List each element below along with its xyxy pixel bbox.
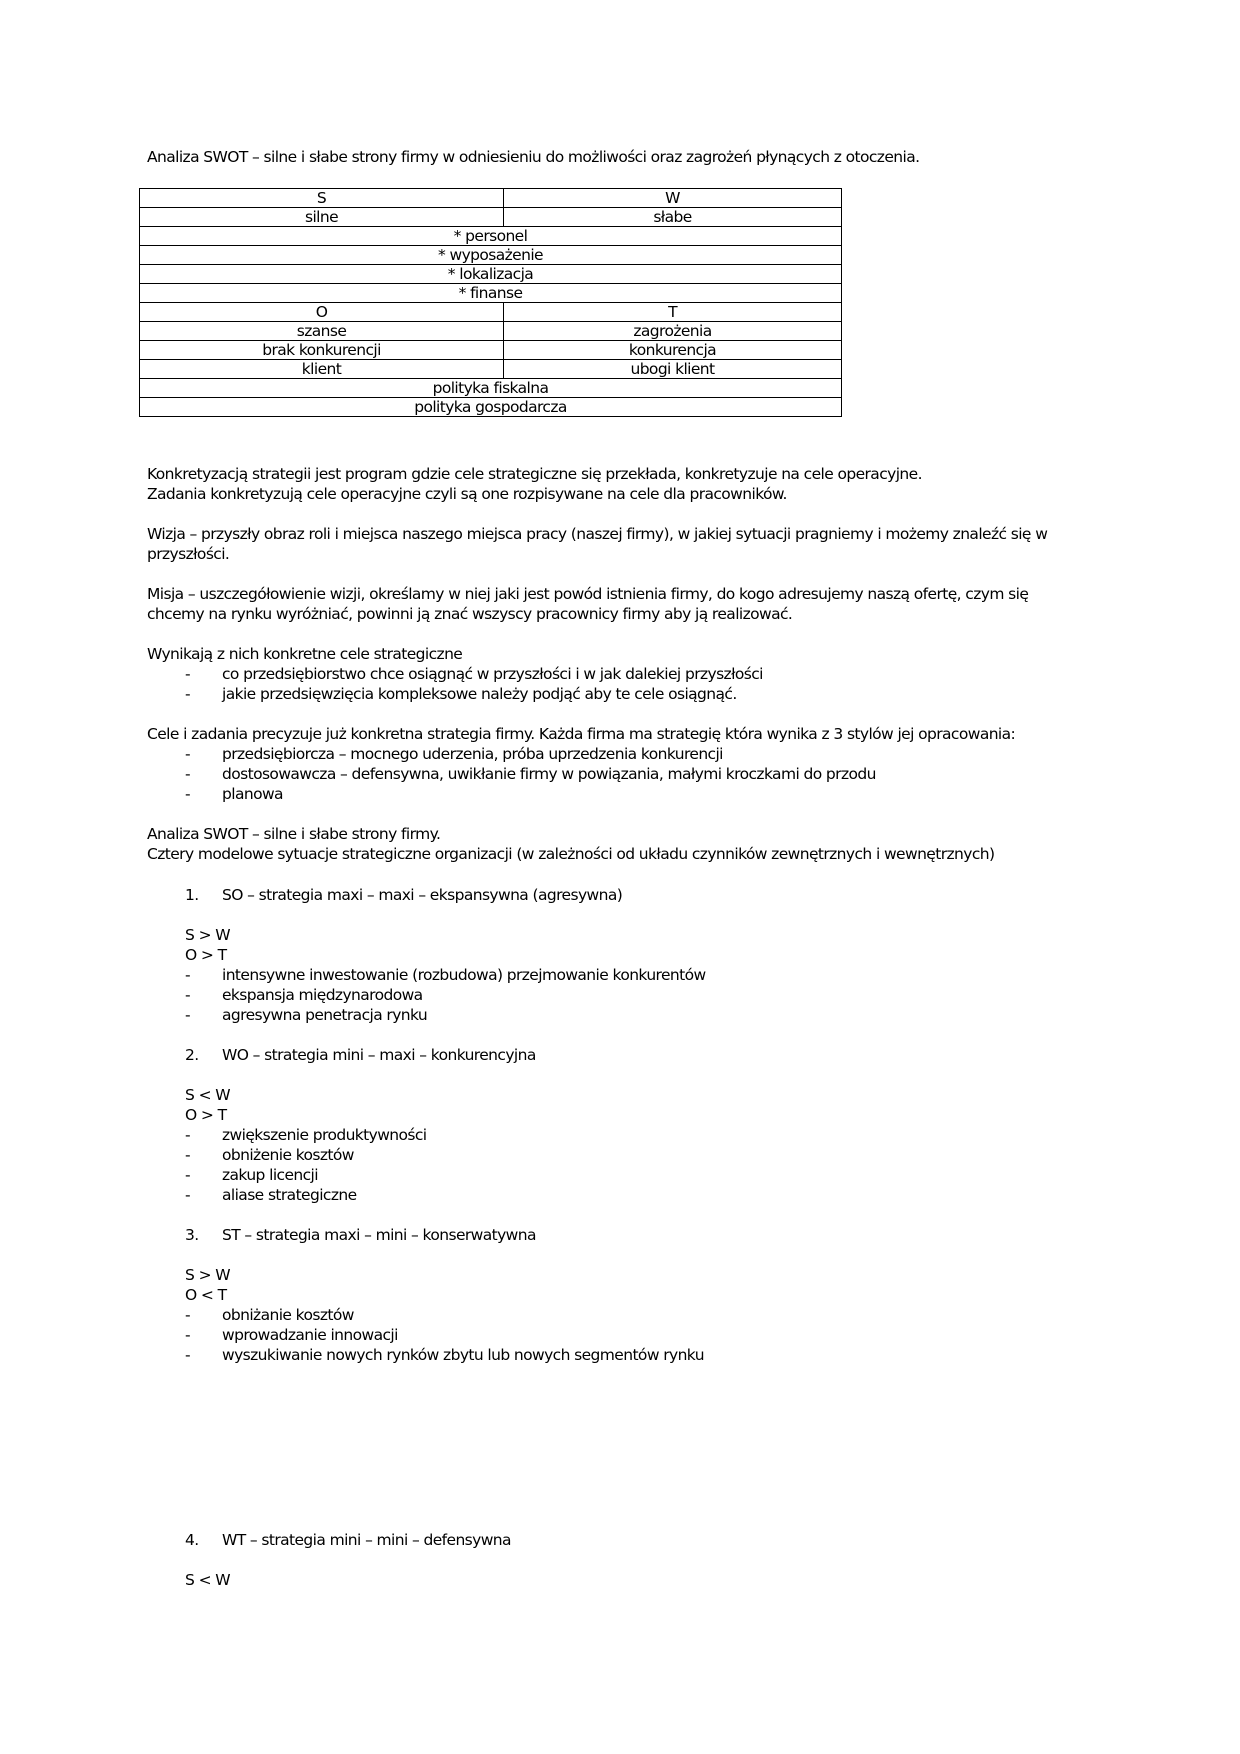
list-item: jakie przedsięwzięcia kompleksowe należy podjąć aby te cele osiągnąć.: [222, 685, 737, 703]
paragraph: Konkretyzacją strategii jest program gdzie cele strategiczne się przekłada, konkretyzuje na cele operacyjne.: [147, 465, 922, 483]
table-row: [140, 360, 842, 379]
list-item: dostosowawcza – defensywna, uwikłanie firmy w powiązania, małymi kroczkami do przodu: [222, 765, 876, 783]
table-cell: klient: [140, 360, 504, 379]
table-row: [140, 322, 842, 341]
paragraph-wizja: Wizja – przyszły obraz roli i miejsca naszego miejsca pracy (naszej firmy), w jakiej sytuacji pragniemy i możemy znaleźć się w przyszłości.: [147, 525, 1048, 563]
table-row: [140, 246, 842, 265]
table-row: [140, 265, 842, 284]
table-cell: * lokalizacja: [140, 265, 842, 284]
list-item: wyszukiwanie nowych rynków zbytu lub nowych segmentów rynku: [222, 1346, 704, 1364]
table-row: [140, 189, 842, 208]
table-cell: konkurencja: [504, 341, 842, 360]
list-dash: -: [185, 1146, 190, 1164]
table-cell: polityka fiskalna: [140, 379, 842, 398]
section-heading: WO – strategia mini – maxi – konkurencyjna: [222, 1046, 536, 1064]
table-row: [140, 303, 842, 322]
relation: S < W: [185, 1086, 231, 1104]
table-cell: silne: [140, 208, 504, 227]
relation: O > T: [185, 1106, 227, 1124]
intro-text: Analiza SWOT – silne i słabe strony firmy w odniesieniu do możliwości oraz zagrożeń płynących z otoczenia.: [147, 148, 920, 166]
list-dash: -: [185, 1126, 190, 1144]
list-item: planowa: [222, 785, 283, 803]
table-cell: * wyposażenie: [140, 246, 842, 265]
table-row: [140, 284, 842, 303]
list-dash: -: [185, 1346, 190, 1364]
table-row: [140, 341, 842, 360]
table-row: [140, 227, 842, 246]
table-cell: brak konkurencji: [140, 341, 504, 360]
paragraph: Cele i zadania precyzuje już konkretna strategia firmy. Każda firma ma strategię która wynika z 3 stylów jej opracowania:: [147, 725, 1016, 743]
list-item: agresywna penetracja rynku: [222, 1006, 428, 1024]
list-item: obniżenie kosztów: [222, 1146, 354, 1164]
table-row: [140, 398, 842, 417]
list-item: aliase strategiczne: [222, 1186, 357, 1204]
list-item: zwiększenie produktywności: [222, 1126, 427, 1144]
list-item: przedsiębiorcza – mocnego uderzenia, próba uprzedzenia konkurencji: [222, 745, 723, 763]
list-dash: -: [185, 966, 190, 984]
list-dash: -: [185, 1166, 190, 1184]
section-number: 1.: [185, 886, 199, 904]
table-cell: słabe: [504, 208, 842, 227]
list-item: wprowadzanie innowacji: [222, 1326, 398, 1344]
relation: S > W: [185, 926, 231, 944]
table-cell: W: [504, 189, 842, 208]
section-heading: SO – strategia maxi – maxi – ekspansywna (agresywna): [222, 886, 623, 904]
relation: O < T: [185, 1286, 227, 1304]
table-cell: zagrożenia: [504, 322, 842, 341]
section-number: 4.: [185, 1531, 199, 1549]
list-dash: -: [185, 1006, 190, 1024]
list-item: ekspansja międzynarodowa: [222, 986, 423, 1004]
list-dash: -: [185, 1186, 190, 1204]
list-dash: -: [185, 665, 190, 683]
list-item: intensywne inwestowanie (rozbudowa) przejmowanie konkurentów: [222, 966, 706, 984]
list-item: obniżanie kosztów: [222, 1306, 354, 1324]
table-cell: S: [140, 189, 504, 208]
list-item: co przedsiębiorstwo chce osiągnąć w przyszłości i w jak dalekiej przyszłości: [222, 665, 763, 683]
paragraph: Zadania konkretyzują cele operacyjne czyli są one rozpisywane na cele dla pracowników.: [147, 485, 787, 503]
list-dash: -: [185, 1306, 190, 1324]
table-cell: T: [504, 303, 842, 322]
relation: S < W: [185, 1571, 231, 1589]
paragraph: Analiza SWOT – silne i słabe strony firmy.: [147, 825, 441, 843]
list-dash: -: [185, 745, 190, 763]
table-cell: ubogi klient: [504, 360, 842, 379]
list-dash: -: [185, 785, 190, 803]
table-cell: * finanse: [140, 284, 842, 303]
list-dash: -: [185, 986, 190, 1004]
table-row: [140, 379, 842, 398]
section-heading: ST – strategia maxi – mini – konserwatywna: [222, 1226, 536, 1244]
section-number: 2.: [185, 1046, 199, 1064]
table-cell: polityka gospodarcza: [140, 398, 842, 417]
table-cell: * personel: [140, 227, 842, 246]
paragraph-misja: Misja – uszczegółowienie wizji, określamy w niej jaki jest powód istnienia firmy, do kogo adresujemy naszą ofertę, czym się chcemy na rynku wyróżniać, powinni ją znać wszyscy pracownicy firmy aby ją realizować.: [147, 585, 1029, 623]
paragraph: Wynikają z nich konkretne cele strategiczne: [147, 645, 463, 663]
table-cell: szanse: [140, 322, 504, 341]
table-cell: O: [140, 303, 504, 322]
list-dash: -: [185, 1326, 190, 1344]
section-number: 3.: [185, 1226, 199, 1244]
relation: S > W: [185, 1266, 231, 1284]
swot-table: [139, 188, 842, 417]
section-heading: WT – strategia mini – mini – defensywna: [222, 1531, 511, 1549]
table-row: [140, 208, 842, 227]
list-dash: -: [185, 765, 190, 783]
list-dash: -: [185, 685, 190, 703]
relation: O > T: [185, 946, 227, 964]
list-item: zakup licencji: [222, 1166, 318, 1184]
paragraph: Cztery modelowe sytuacje strategiczne organizacji (w zależności od układu czynników zewnętrznych i wewnętrznych): [147, 845, 995, 863]
